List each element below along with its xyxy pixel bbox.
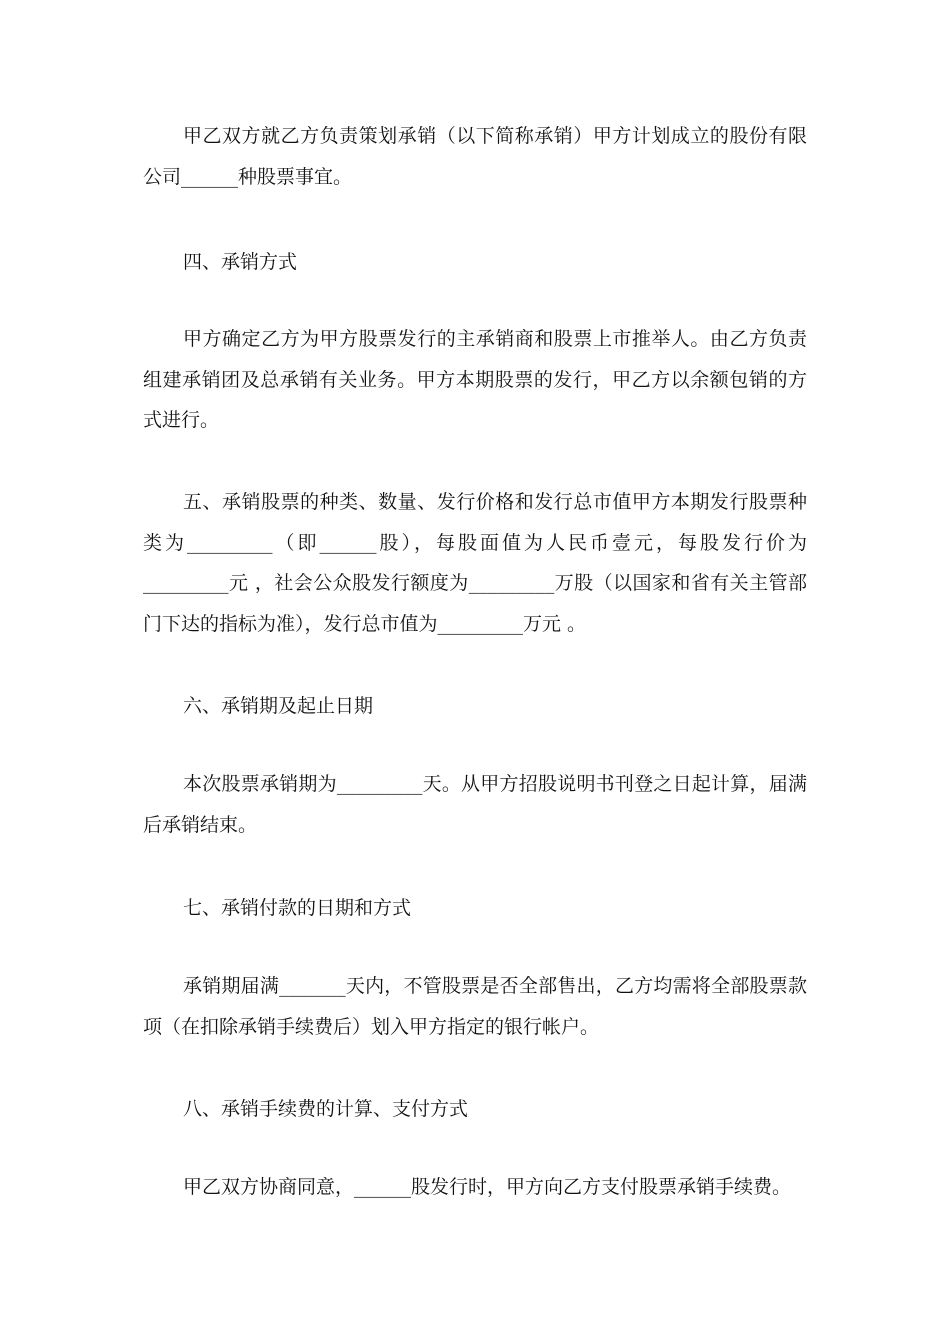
paragraph-underwriting-method: 甲方确定乙方为甲方股票发行的主承销商和股票上市推举人。由乙方负责组建承销团及总承销有关业务。甲方本期股票的发行，甲乙方以余额包销的方式进行。 xyxy=(143,328,807,432)
heading-payment-date-method: 七、承销付款的日期和方式 xyxy=(183,897,412,919)
paragraph-fee-calculation: 甲乙双方协商同意，______股发行时，甲方向乙方支付股票承销手续费。 xyxy=(183,1176,792,1198)
paragraph-underwriting-period: 本次股票承销期为_________天。从甲方招股说明书刊登之日起计算，届满后承销结束。 xyxy=(143,773,807,836)
paragraph-payment-date-method: 承销期届满_______天内，不管股票是否全部售出，乙方均需将全部股票款项（在扣除承销手续费后）划入甲方指定的银行帐户。 xyxy=(143,975,807,1038)
heading-fee-calculation: 八、承销手续费的计算、支付方式 xyxy=(183,1098,469,1120)
heading-underwriting-method: 四、承销方式 xyxy=(183,251,298,273)
paragraph-subject: 甲乙双方就乙方负责策划承销（以下简称承销）甲方计划成立的股份有限公司______种股票事宜。 xyxy=(143,125,807,188)
paragraph-stock-type-quantity-price: 五、承销股票的种类、数量、发行价格和发行总市值甲方本期发行股票种类为_________（即______股），每股面值为人民币壹元，每股发行价为_________元 ，社会公众股发行额度为_________万股（以国家和省有关主管部门下达的指标为准），发行总市值为_________万元 。 xyxy=(143,491,807,636)
heading-underwriting-period: 六、承销期及起止日期 xyxy=(183,695,374,717)
